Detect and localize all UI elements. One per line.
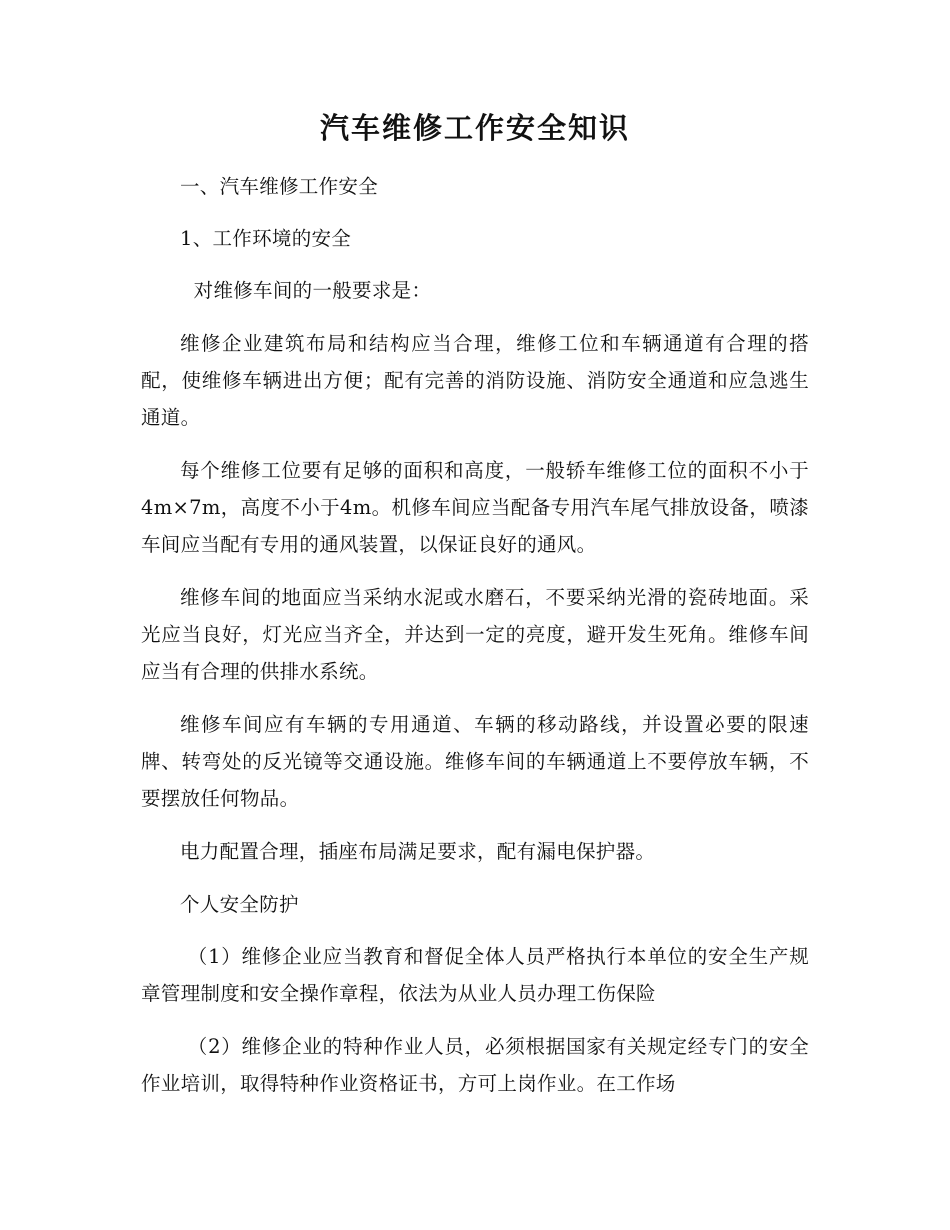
paragraph-item-2: （2）维修企业的特种作业人员，必须根据国家有关规定经专门的安全作业培训，取得特种作业资格证书，方可上岗作业。在工作场 xyxy=(141,1035,809,1095)
subsection-personal-protection: 个人安全防护 xyxy=(180,893,299,916)
paragraph-item-1: （1）维修企业应当教育和督促全体人员严格执行本单位的安全生产规章管理制度和安全操作章程，依法为从业人员办理工伤保险 xyxy=(141,945,809,1005)
paragraph-intro: 对维修车间的一般要求是： xyxy=(193,279,432,302)
paragraph-layout: 维修企业建筑布局和结构应当合理，维修工位和车辆通道有合理的搭配，使维修车辆进出方便；配有完善的消防设施、消防安全通道和应急逃生通道。 xyxy=(141,332,809,429)
paragraph-workstation: 每个维修工位要有足够的面积和高度，一般轿车维修工位的面积不小于4m×7m，高度不小于4m。机修车间应当配备专用汽车尾气排放设备，喷漆车间应当配有专用的通风装置，以保证良好的通风。 xyxy=(141,459,809,556)
document-page xyxy=(141,108,809,1118)
paragraph-floor-lighting: 维修车间的地面应当采纳水泥或水磨石，不要采纳光滑的瓷砖地面。采光应当良好，灯光应当齐全，并达到一定的亮度，避开发生死角。维修车间应当有合理的供排水系统。 xyxy=(141,586,809,683)
subsection-heading: 1、工作环境的安全 xyxy=(180,227,352,250)
document-title: 汽车维修工作安全知识 xyxy=(319,111,630,145)
paragraph-electric: 电力配置合理，插座布局满足要求，配有漏电保护器。 xyxy=(180,840,656,863)
paragraph-vehicle-passage: 维修车间应有车辆的专用通道、车辆的移动路线，并设置必要的限速牌、转弯处的反光镜等交通设施。维修车间的车辆通道上不要停放车辆，不要摆放任何物品。 xyxy=(141,713,809,810)
section-heading: 一、汽车维修工作安全 xyxy=(180,175,379,198)
